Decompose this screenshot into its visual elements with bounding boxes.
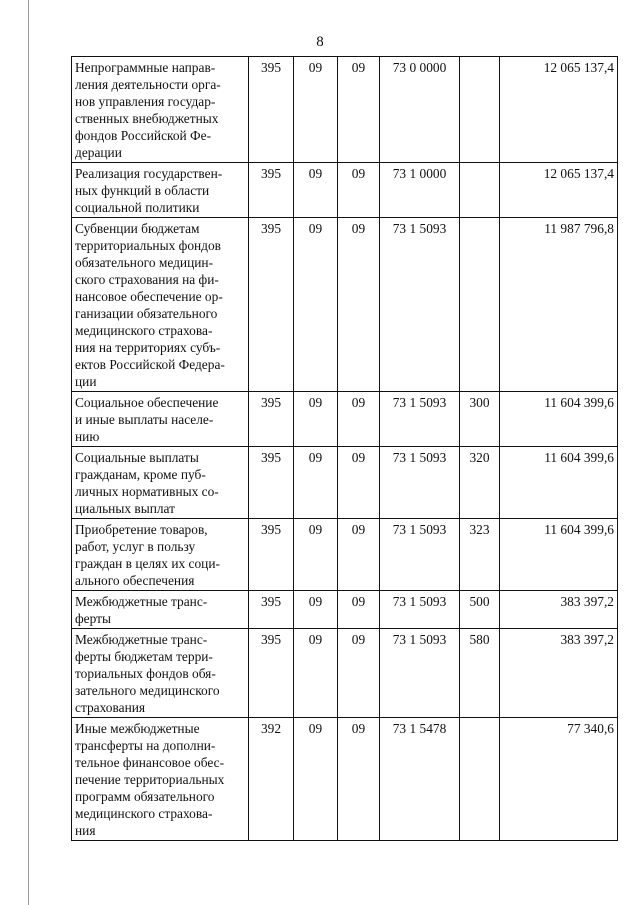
row-csr: 73 1 5478 [380,718,460,841]
row-name: Межбюджетные транс- ферты бюджетам терри- ториальных фондов обя- зательного медицинского страхования [72,629,249,718]
row-amount: 11 604 399,6 [500,447,618,519]
table-row [72,218,618,392]
row-pr: 09 [338,718,380,841]
row-csr: 73 1 5093 [380,447,460,519]
row-pr: 09 [338,447,380,519]
row-amount: 11 604 399,6 [500,392,618,447]
row-rz: 09 [294,218,338,392]
row-csr: 73 1 5093 [380,629,460,718]
row-vr: 320 [460,447,500,519]
row-amount: 12 065 137,4 [500,57,618,163]
row-ved: 395 [249,218,294,392]
page-number: 8 [316,34,324,50]
row-name: Непрограммные направ- ления деятельности орга- нов управления государ- ственных внебюджетных фондов Российской Фе- дерации [72,57,249,163]
row-pr: 09 [338,519,380,591]
row-amount: 12 065 137,4 [500,163,618,218]
row-rz: 09 [294,629,338,718]
table-row [72,718,618,841]
row-vr [460,718,500,841]
row-rz: 09 [294,163,338,218]
row-name: Реализация государствен- ных функций в области социальной политики [72,163,249,218]
row-ved: 395 [249,447,294,519]
row-csr: 73 1 5093 [380,519,460,591]
row-name: Субвенции бюджетам территориальных фондов обязательного медицин- ского страхования на фи- нансовое обеспечение ор- ганизации обязательного медицинского страхова- ния на территориях субъ- ектов Российской Федера- ции [72,218,249,392]
row-rz: 09 [294,57,338,163]
row-amount: 77 340,6 [500,718,618,841]
row-pr: 09 [338,591,380,629]
row-vr [460,57,500,163]
row-ved: 395 [249,163,294,218]
row-csr: 73 1 0000 [380,163,460,218]
table-row [72,392,618,447]
row-amount: 11 987 796,8 [500,218,618,392]
row-ved: 395 [249,57,294,163]
row-rz: 09 [294,392,338,447]
row-amount: 383 397,2 [500,629,618,718]
row-amount: 383 397,2 [500,591,618,629]
row-csr: 73 0 0000 [380,57,460,163]
row-rz: 09 [294,718,338,841]
row-vr [460,218,500,392]
row-csr: 73 1 5093 [380,591,460,629]
row-ved: 392 [249,718,294,841]
row-vr [460,163,500,218]
row-vr: 323 [460,519,500,591]
row-rz: 09 [294,447,338,519]
row-pr: 09 [338,163,380,218]
row-pr: 09 [338,392,380,447]
row-ved: 395 [249,591,294,629]
budget-table [71,56,618,841]
row-ved: 395 [249,629,294,718]
row-vr: 580 [460,629,500,718]
row-csr: 73 1 5093 [380,392,460,447]
row-pr: 09 [338,218,380,392]
row-pr: 09 [338,629,380,718]
row-name: Социальные выплаты гражданам, кроме пуб- личных нормативных со- циальных выплат [72,447,249,519]
row-ved: 395 [249,519,294,591]
row-name: Иные межбюджетные трансферты на дополни- тельное финансовое обес- печение территориальных программ обязательного медицинского страхова- ния [72,718,249,841]
table-row [72,57,618,163]
table-row [72,591,618,629]
row-name: Межбюджетные транс- ферты [72,591,249,629]
row-vr: 300 [460,392,500,447]
row-vr: 500 [460,591,500,629]
table-row [72,447,618,519]
row-pr: 09 [338,57,380,163]
row-csr: 73 1 5093 [380,218,460,392]
row-rz: 09 [294,519,338,591]
table-row [72,163,618,218]
row-amount: 11 604 399,6 [500,519,618,591]
table-row [72,519,618,591]
row-name: Приобретение товаров, работ, услуг в пользу граждан в целях их соци- ального обеспечения [72,519,249,591]
row-name: Социальное обеспечение и иные выплаты населе- нию [72,392,249,447]
page-left-edge-line [28,0,29,905]
row-ved: 395 [249,392,294,447]
row-rz: 09 [294,591,338,629]
table-row [72,629,618,718]
